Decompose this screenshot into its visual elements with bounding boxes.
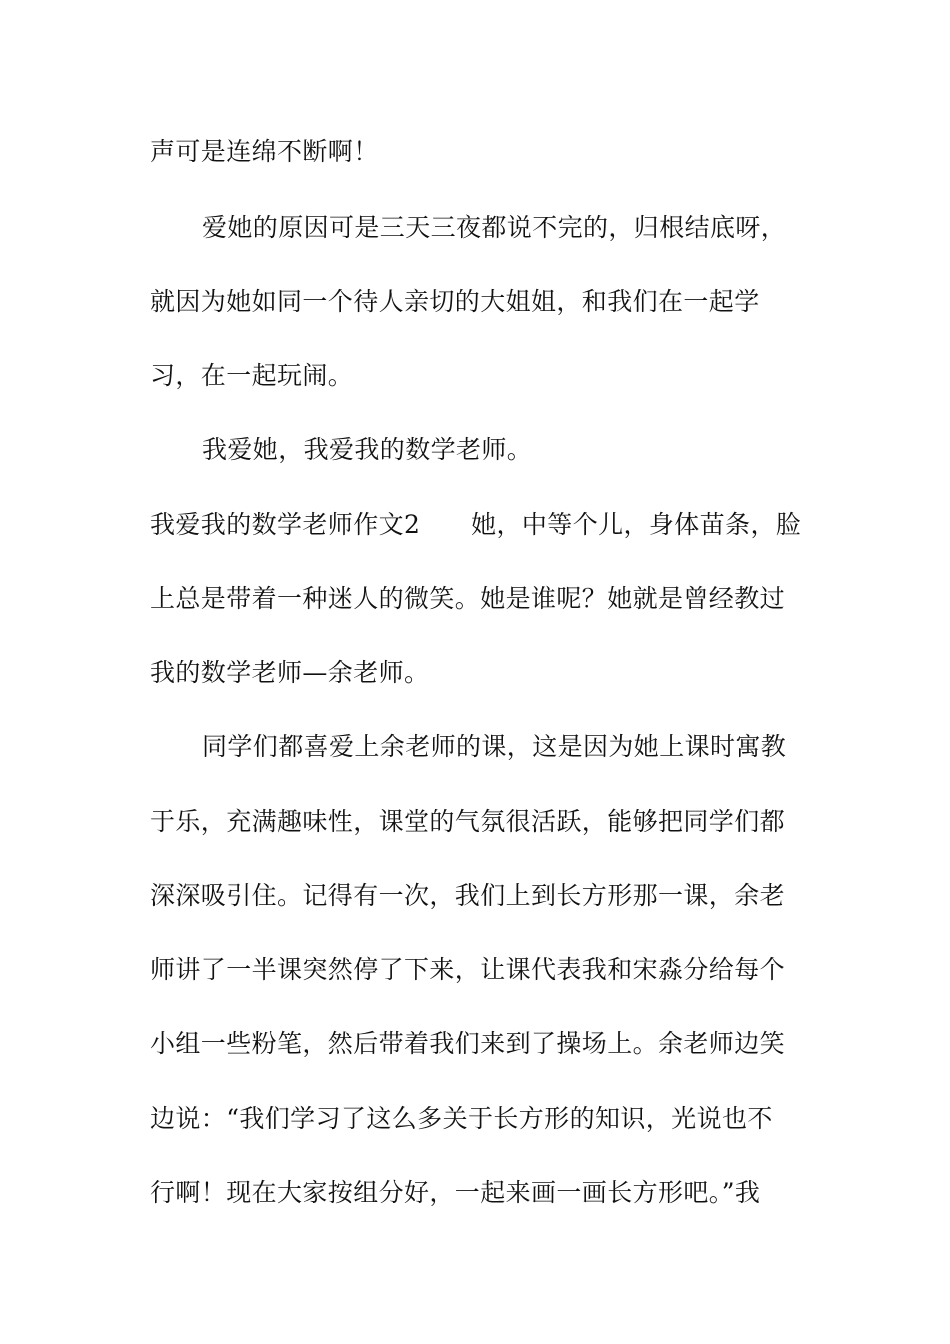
text-line: 于乐，充满趣味性，课堂的气氛很活跃，能够把同学们都	[150, 807, 786, 836]
text-line: 同学们都喜爱上余老师的课，这是因为她上课时寓教	[202, 732, 787, 761]
text-line: 行啊！现在大家按组分好，一起来画一画长方形吧。”我	[150, 1178, 761, 1207]
text-line: 深深吸引住。记得有一次，我们上到长方形那一课，余老	[150, 881, 786, 910]
text-line: 我爱她，我爱我的数学老师。	[202, 435, 533, 464]
text-line: 声可是连绵不断啊！	[150, 137, 379, 166]
text-line: 边说：“我们学习了这么多关于长方形的知识，光说也不	[150, 1104, 773, 1133]
text-line: 小组一些粉笔，然后带着我们来到了操场上。余老师边笑	[150, 1029, 786, 1058]
text-line: 上总是带着一种迷人的微笑。她是谁呢？她就是曾经教过	[150, 584, 786, 613]
text-line: 爱她的原因可是三天三夜都说不完的，归根结底呀，	[202, 213, 787, 242]
text-line: 习，在一起玩闹。	[150, 361, 354, 390]
text-line: 就因为她如同一个待人亲切的大姐姐，和我们在一起学	[150, 287, 760, 316]
text-line: 我爱我的数学老师作文2 她，中等个儿，身体苗条，脸	[150, 510, 802, 539]
text-line: 我的数学老师—余老师。	[150, 658, 430, 687]
text-line: 师讲了一半课突然停了下来，让课代表我和宋淼分给每个	[150, 955, 786, 984]
